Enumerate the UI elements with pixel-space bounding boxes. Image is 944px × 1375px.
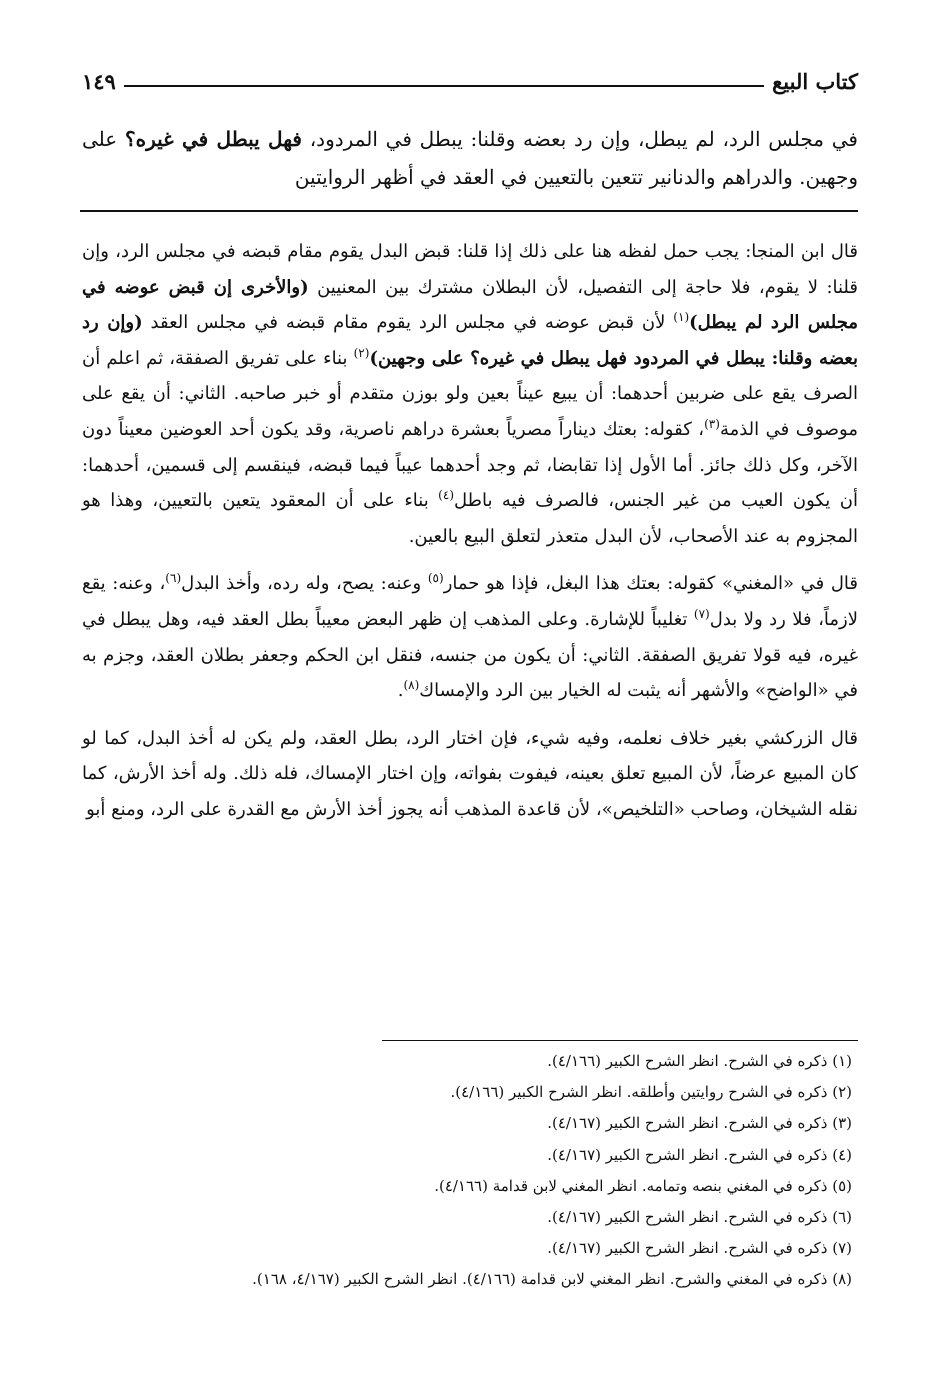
footnote-ref[interactable]: (٤) [438,488,454,503]
commentary-paragraph: قال ابن المنجا: يجب حمل لفظه هنا على ذلك إذا قلنا: قبض البدل يقوم مقام قبضه في مجلس الرد، وإن قلنا: لا يقوم، فلا حاجة إلى التفصيل، لأن البطلان مشترك بين المعنيين (والأخرى إن قبض عوضه في مجلس الرد لم يبطل)$^{(١)}$ لأن قبض عوضه في مجلس الرد يقوم مقام قبضه في مجلس العقد (وإن رد بعضه وقلنا: يبطل في المردود فهل يبطل في غيره؟ على وجهين)$^{(٢)}$ بناء على تفريق الصفقة، ثم اعلم أن الصرف يقع على ضربين أحدهما: أن يبيع عيناً بعين ولو بوزن متقدم أو خبر صاحبه. الثاني: أن يقع على موصوف في الذمة$^{(٣)}$، كقوله: بعتك ديناراً مصرياً بعشرة دراهم ناصرية، وقد يكون أحد العوضين معيناً دون الآخر، وكل ذلك جائز. أما الأول إذا تقابضا، ثم وجد أحدهما عيباً فيما قبضه، فينقسم إلى قسمين، أحدهما: أن يكون العيب من غير الجنس، فالصرف فيه باطل$^{(٤)}$ بناء على أن المعقود يتعين بالتعيين، وهذا هو المجزوم به عند الأصحاب، لأن البدل متعذر لتعلق البيع بالعين. [82,241,858,547]
footnote: (١) ذكره في الشرح. انظر الشرح الكبير (٤/١٦٦). [547,1052,852,1070]
main-separator [80,210,858,212]
footnote-separator [382,1040,858,1041]
footnote-ref[interactable]: (٥) [427,571,444,586]
commentary-paragraph: قال الزركشي بغير خلاف نعلمه، وفيه شيء، فإن اختار الرد، بطل العقد، ولم يكن له أخذ البدل، كما لو كان المبيع عرضاً، لأن المبيع تعلق بعينه، فيفوت بفواته، وإن اختار الإمساك، فله ذلك. وله أخذ الأرش، كما نقله الشيخان، وصاحب «التلخيص»، لأن قاعدة المذهب أنه يجوز أخذ الأرش مع القدرة على الرد، ومنع أبو [82,727,858,820]
footnote-ref[interactable]: (٢) [353,345,370,360]
quoted-text: (وإن رد بعضه وقلنا: يبطل في المردود فهل يبطل في غيره؟ على وجهين) [82,312,858,369]
footnote-ref[interactable]: (١) [673,310,690,325]
commentary [82,234,858,828]
footnote: (٥) ذكره في المغني بنصه وتمامه. انظر المغني لابن قدامة (٤/١٦٦). [434,1176,852,1195]
footnote-ref[interactable]: (٨) [403,678,420,693]
footnote-ref[interactable]: (٦) [165,571,182,586]
footnote-ref[interactable]: (٣) [704,416,720,431]
footnote: (٨) ذكره في المغني والشرح. انظر المغني لابن قدامة (٤/١٦٦). انظر الشرح الكبير (٤/١٦٧، ١٦٨). [252,1270,852,1289]
header-rule [124,85,764,87]
commentary-paragraph: قال في «المغني» كقوله: بعتك هذا البغل، فإذا هو حمار$^{(٥)}$ وعنه: يصح، وله رده، وأخذ البدل$^{(٦)}$، وعنه: يقع لازماً، فلا رد ولا بدل$^{(٧)}$ تغليباً للإشارة. وعلى المذهب إن ظهر البعض معيباً بطل العقد فيه، وهل يبطل في غيره، فيه قولا تفريق الصفقة. الثاني: أن يكون من جنسه، فنقل ابن الحكم وجعفر بطلان العقد، وجزم به في «الواضح» والأشهر أنه يثبت له الخيار بين الرد والإمساك$^{(٨)}$. [82,571,858,702]
footnote: (٦) ذكره في الشرح. انظر الشرح الكبير (٤/١٦٧). [547,1208,852,1227]
page-number: ١٤٩ [82,69,116,94]
main-text [82,120,858,196]
footnote: (٤) ذكره في الشرح. انظر الشرح الكبير (٤/١٦٧). [547,1145,852,1164]
footnote: (٣) ذكره في الشرح. انظر الشرح الكبير (٤/١٦٧). [547,1114,852,1133]
running-header [82,58,858,94]
footnotes [82,1046,852,1296]
footnote-ref[interactable]: (٧) [693,606,710,621]
bold-phrase: فهل يبطل في غيره؟ [124,127,302,151]
chapter-title: كتاب البيع [772,69,858,94]
quoted-text: (والأخرى إن قبض عوضه في مجلس الرد لم يبطل) [82,276,858,334]
main-paragraph: في مجلس الرد، لم يبطل، وإن رد بعضه وقلنا: يبطل في المردود، فهل يبطل في غيره؟ على وجهين. والدراهم والدنانير تتعين بالتعيين في العقد في أظهر الروايتين [82,127,858,189]
footnote: (٢) ذكره في الشرح روايتين وأطلقه. انظر الشرح الكبير (٤/١٦٦). [450,1083,852,1102]
footnote: (٧) ذكره في الشرح. انظر الشرح الكبير (٤/١٦٧). [547,1239,852,1258]
